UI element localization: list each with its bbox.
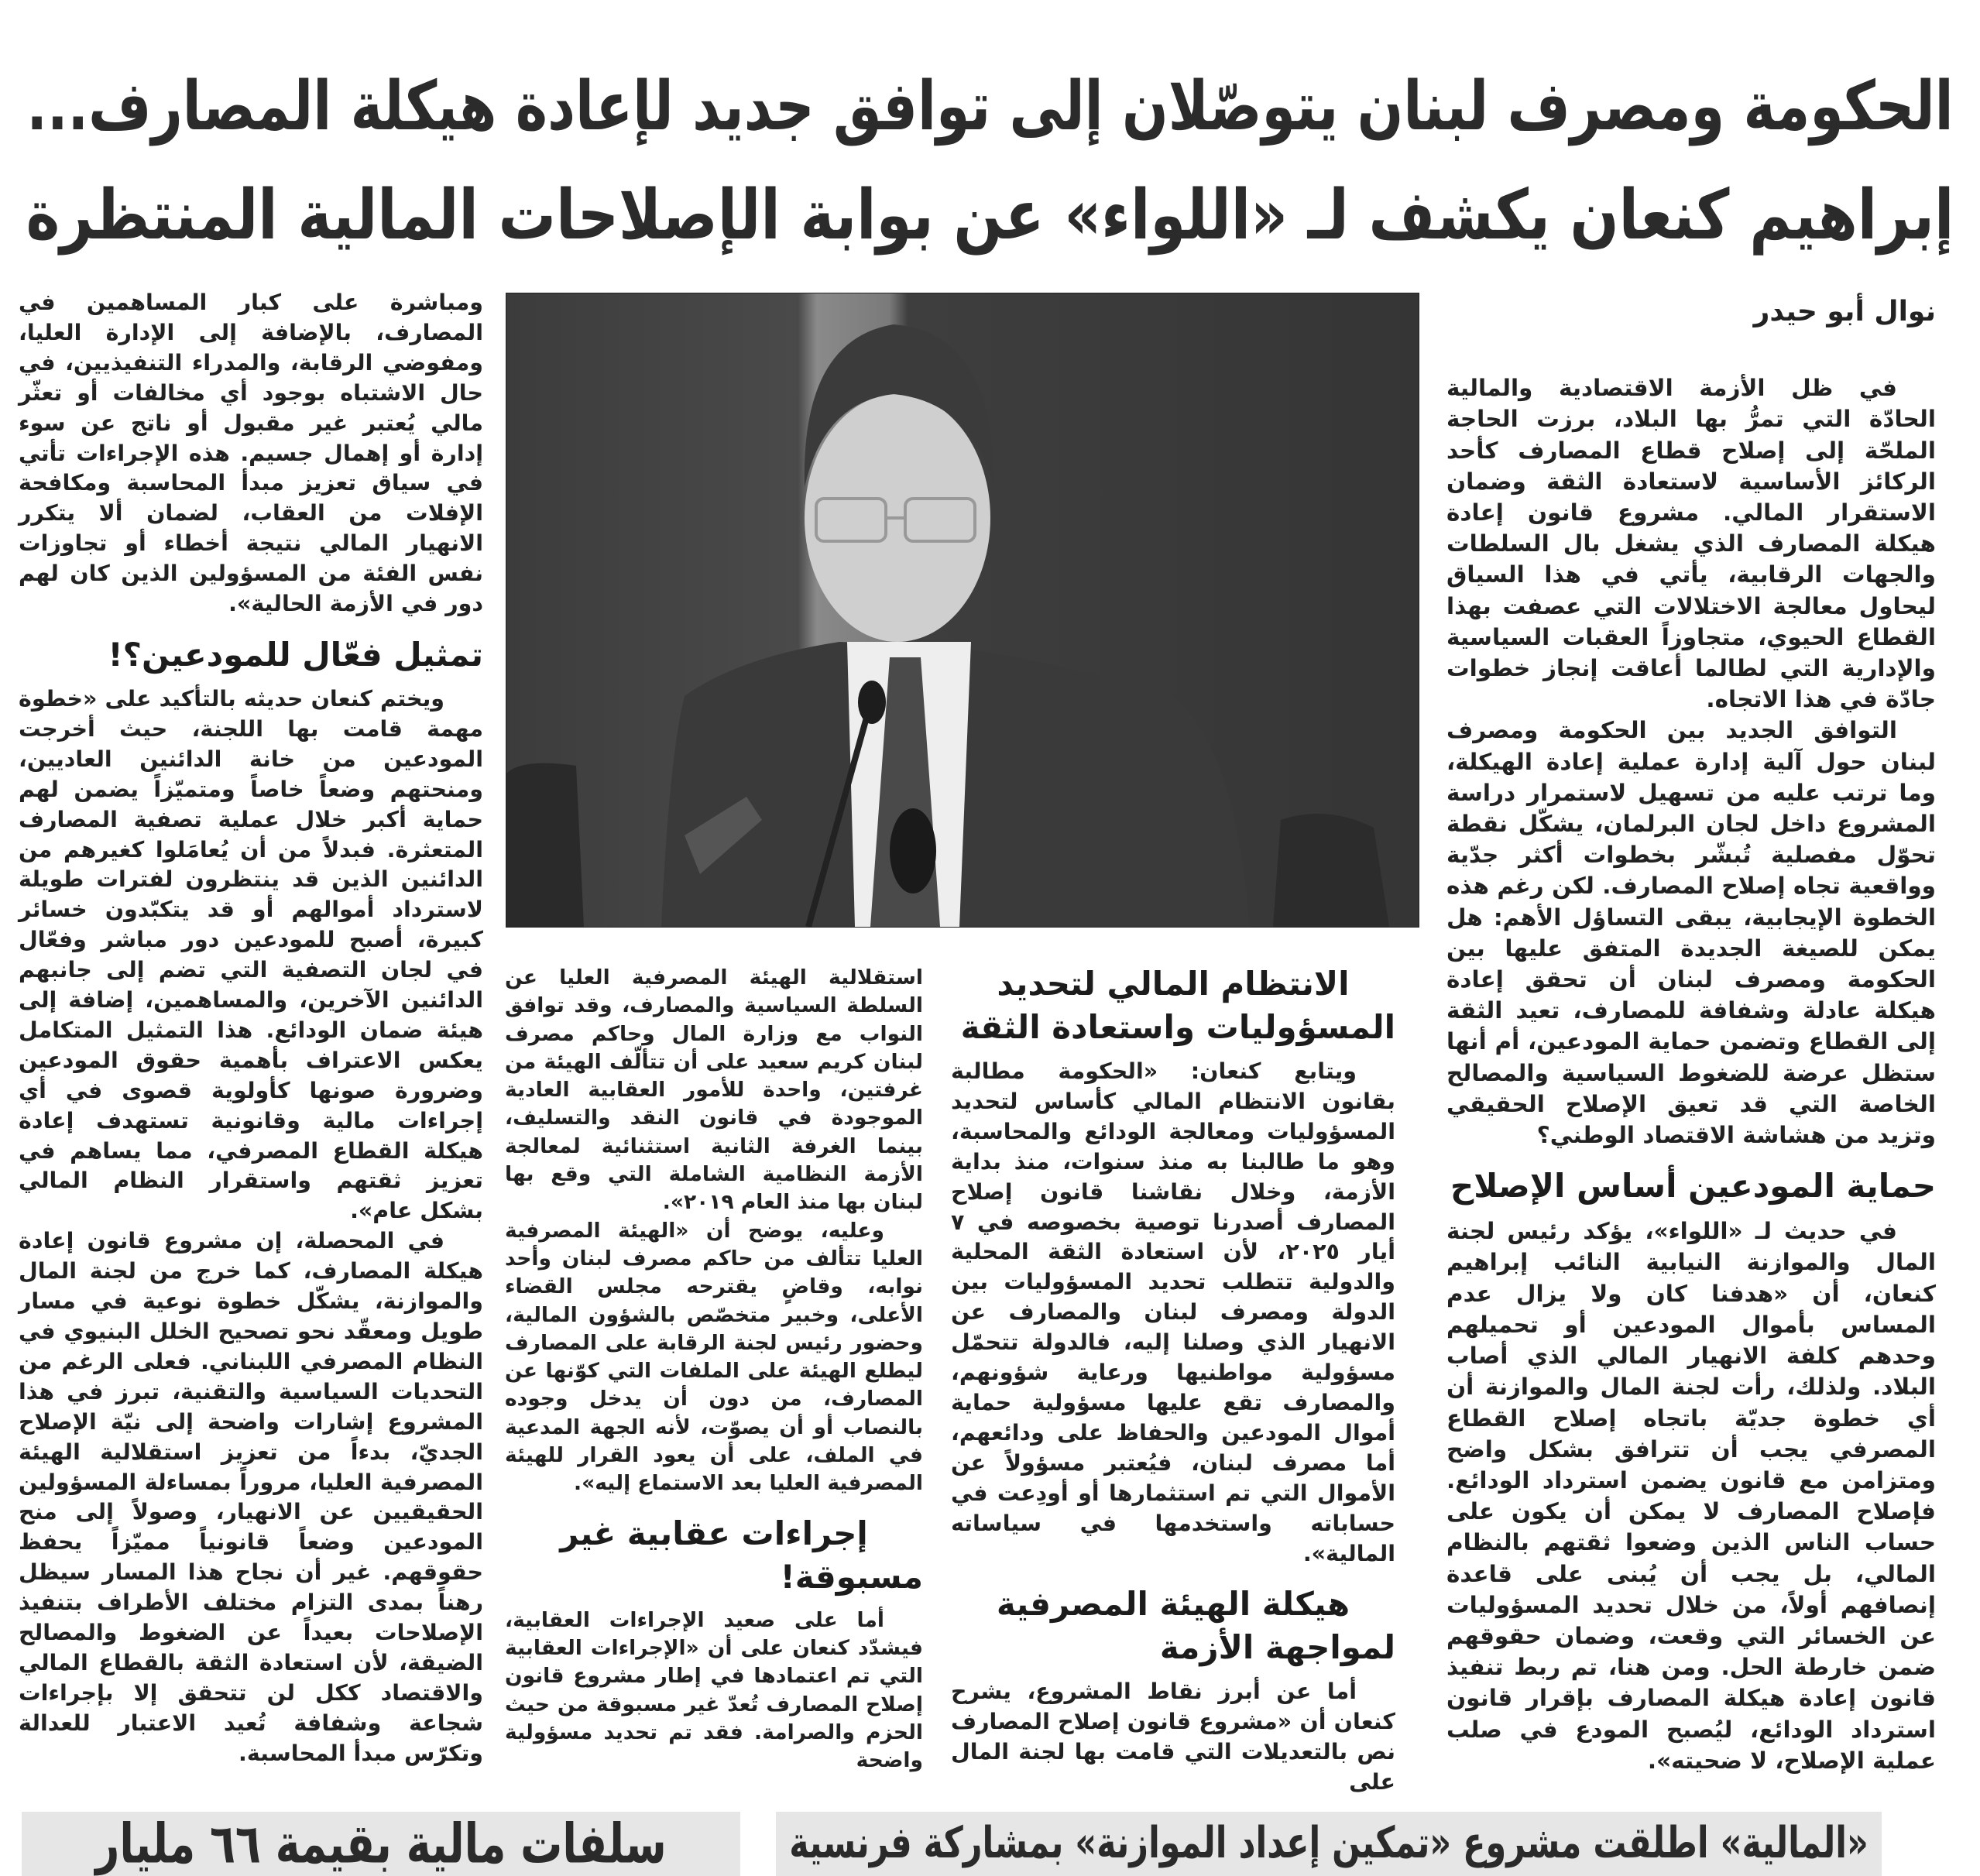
related-headline-banner[interactable] [776, 1812, 1882, 1876]
paragraph: التوافق الجديد بين الحكومة ومصرف لبنان حول آلية إدارة عملية إعادة الهيكلة، وما ترتب عليه من تسهيل لاستمرار دراسة المشروع داخل لجان البرلمان، يشكّل نقطة تحوّل مفصلية تُبشّر بخطوات أكثر جدّية وواقعية تجاه إصلاح المصارف. لكن رغم هذه الخطوة الإيجابية، يبقى التساؤل الأهم: هل يمكن للصيغة الجديدة المتفق عليها بين الحكومة ومصرف لبنان أن تحقق إعادة هيكلة عادلة وشفافة للمصارف، تعيد الثقة إلى القطاع وتضمن حماية المودعين، أم أنها ستظل عرضة للضغوط السياسية والمصالح الخاصة التي قد تعيق الإصلاح الحقيقي وتزيد من هشاشة الاقتصاد الوطني؟ [1446, 717, 1936, 1149]
paragraph: ويختم كنعان حديثه بالتأكيد على «خطوة مهمة قامت بها اللجنة، حيث أخرجت المودعين من خانة الدائنين العاديين، ومنحتهم وضعاً خاصاً ومتميّزاً يضمن لهم حماية أكبر خلال عملية تصفية المصارف المتعثرة. فبدلاً من أن يُعامَلوا كغيرهم من الدائنين الذين قد ينتظرون لفترات طويلة لاسترداد أموالهم أو قد يتكبّدون خسائر كبيرة، أصبح للمودعين دور مباشر وفعّال في لجان التصفية التي تضم إلى جانبهم الدائنين الآخرين، والمساهمين، إضافة إلى هيئة ضمان الودائع. هذا التمثيل المتكامل يعكس الاعتراف بأهمية حقوق المودعين وضرورة صونها كأولوية قصوى في أي إجراءات مالية وقانونية تستهدف إعادة هيكلة القطاع المصرفي، مما يساهم في تعزيز ثقتهم واستقرار النظام المالي بشكل عام». [19, 685, 483, 1224]
column-middle-right [951, 948, 1395, 1798]
column-left [19, 288, 483, 1769]
section-heading: تمثيل فعّال للمودعين؟! [108, 635, 483, 674]
paragraph: في حديث لـ «اللواء»، يؤكد رئيس لجنة المال والموازنة النيابية النائب إبراهيم كنعان، أن «هدفنا كان ولا يزال عدم المساس بأموال المودعين أو تحميلهم وحدهم كلفة الانهيار المالي الذي أصاب البلاد. ولذلك، رأت لجنة المال والموازنة أن أي خطوة جديّة باتجاه إصلاح القطاع المصرفي يجب أن تترافق بشكل واضح ومتزامن مع قانون يضمن استرداد الودائع. فإصلاح المصارف لا يمكن أن يكون على حساب الناس الذين وضعوا ثقتهم بالنظام المالي، بل يجب أن يُبنى على قاعدة إنصافهم أولاً، من خلال تحديد المسؤوليات عن الخسائر التي وقعت، وضمان حقوقهم ضمن خارطة الحل. ومن هنا، تم ربط تنفيذ قانون إعادة هيكلة المصارف بإقرار قانون استرداد الودائع، ليُصبح المودع في صلب عملية الإصلاح، لا ضحيته». [1446, 1218, 1936, 1774]
paragraph: في ظل الأزمة الاقتصادية والمالية الحادّة التي تمرُّ بها البلاد، برزت الحاجة الملحّة إلى إصلاح قطاع المصارف كأحد الركائز الأساسية لاستعادة الثقة وضمان الاستقرار المالي. مشروع قانون إعادة هيكلة المصارف الذي يشغل بال السلطات والجهات الرقابية، يأتي في هذا السياق ليحاول معالجة الاختلالات التي عصفت بهذا القطاع الحيوي، متجاوزاً العقبات السياسية والإدارية التي لطالما أعاقت إنجاز خطوات جادّة في هذا الاتجاه. [1446, 375, 1936, 713]
section-heading: إجراءات عقابية غير مسبوقة! [560, 1514, 923, 1596]
portrait-image [506, 293, 1419, 927]
paragraph: استقلالية الهيئة المصرفية العليا عن السلطة السياسية والمصارف، وقد توافق النواب مع وزارة المال وحاكم مصرف لبنان كريم سعيد على أن تتألّف الهيئة من غرفتين، واحدة للأمور العقابية العادية الموجودة في قانون النقد والتسليف، بينما الغرفة الثانية استثنائية لمعالجة الأزمة النظامية الشاملة التي وقع بها لبنان بها منذ العام ٢٠١٩». [505, 965, 923, 1215]
paragraph: ويتابع كنعان: «الحكومة مطالبة بقانون الانتظام المالي كأساس لتحديد المسؤوليات ومعالجة الودائع والمحاسبة، وهو ما طالبنا به منذ سنوات، منذ بداية الأزمة، وخلال نقاشنا قانون إصلاح المصارف أصدرنا توصية بخصوصه في ٧ أيار ٢٠٢٥، لأن استعادة الثقة المحلية والدولية تتطلب تحديد المسؤوليات بين الدولة ومصرف لبنان والمصارف عن الانهيار الذي وصلنا إليه، فالدولة تتحمّل مسؤولية مواطنيها ورعاية شؤونهم، والمصارف تقع عليها مسؤولية حماية أموال المودعين والحفاظ على ودائعهم، أما مصرف لبنان، فيُعتبر مسؤولاً عن الأموال التي تم استثمارها أو أودِعت في حساباته واستخدمها في سياساته المالية». [951, 1058, 1395, 1566]
column-right [1446, 297, 1936, 1776]
article-photo [506, 293, 1419, 928]
paragraph: أما على صعيد الإجراءات العقابية، فيشدّد كنعان على أن «الإجراءات العقابية التي تم اعتمادها في إطار مشروع قانون إصلاح المصارف تُعدّ غير مسبوقة من حيث الحزم والصرامة. فقد تم تحديد مسؤولية واضحة [505, 1607, 923, 1773]
section-heading: حماية المودعين أساس الإصلاح [1450, 1167, 1936, 1206]
paragraph: وعليه، يوضح أن «الهيئة المصرفية العليا تتألف من حاكم مصرف لبنان وأحد نوابه، وقاضٍ يقترحه مجلس القضاء الأعلى، وخبير متخصّص بالشؤون المالية، وحضور رئيس لجنة الرقابة على المصارف ليطلع الهيئة على الملفات التي كوّنها عن المصارف، من دون أن يدخل وجوده بالنصاب أو أن يصوّت، لأنه الجهة المدعية في الملف، على أن يعود القرار للهيئة المصرفية العليا بعد الاستماع إليه». [505, 1218, 923, 1496]
paragraph: في المحصلة، إن مشروع قانون إعادة هيكلة المصارف، كما خرج من لجنة المال والموازنة، يشكّل خطوة نوعية في مسار طويل ومعقّد نحو تصحيح الخلل البنيوي في النظام المصرفي اللبناني. فعلى الرغم من التحديات السياسية والتقنية، تبرز في هذا المشروع إشارات واضحة إلى نيّة الإصلاح الجديّ، بدءاً من تعزيز استقلالية الهيئة المصرفية العليا، مروراً بمساءلة المسؤولين الحقيقيين عن الانهيار، وصولاً إلى منح المودعين وضعاً قانونياً مميّزاً يحفظ حقوقهم. غير أن نجاح هذا المسار سيظل رهناً بمدى التزام مختلف الأطراف بتنفيذ الإصلاحات بعيداً عن الضغوط والمصالح الضيقة، لأن استعادة الثقة بالقطاع المالي والاقتصاد ككل لن تتحقق إلا بإجراءات شجاعة وشفافة تُعيد الاعتبار للعدالة وتكرّس مبدأ المحاسبة. [19, 1228, 483, 1766]
sub-headline: إبراهيم كنعان يكشف لـ «اللواء» عن بوابة الإصلاحات المالية المنتظرة [26, 175, 1954, 256]
banner-text: «المالية» اطلقت مشروع «تمكين إعداد الموازنة» بمشاركة فرنسية [789, 1818, 1868, 1869]
chair-right [1273, 814, 1389, 927]
banner-text: سلفات مالية بقيمة ٦٦ مليار [95, 1812, 667, 1876]
paragraph: أما عن أبرز نقاط المشروع، يشرح كنعان أن «مشروع قانون إصلاح المصارف نص بالتعديلات التي قامت بها لجنة المال على [951, 1679, 1395, 1795]
microphone-front [890, 808, 936, 893]
column-middle-left [505, 964, 923, 1775]
microphone-icon [858, 681, 886, 724]
main-headline: الحكومة ومصرف لبنان يتوصّلان إلى توافق جديد لإعادة هيكلة المصارف... [26, 66, 1954, 146]
author-byline: نوال أبو حيدر [1753, 296, 1936, 328]
paragraph: ومباشرة على كبار المساهمين في المصارف، بالإضافة إلى الإدارة العليا، ومفوضي الرقابة، والمدراء التنفيذيين، في حال الاشتباه بوجود أي مخالفات أو تعثّر مالي يُعتبر غير مقبول أو ناتج عن سوء إدارة أو إهمال جسيم. هذه الإجراءات تأتي في سياق تعزيز مبدأ المحاسبة ومكافحة الإفلات من العقاب، لضمان ألا يتكرر الانهيار المالي نتيجة أخطاء أو تجاوزات نفس الفئة من المسؤولين الذين كان لهم دور في الأزمة الحالية». [19, 290, 483, 617]
related-headline-banner[interactable] [22, 1812, 740, 1876]
chair-left [506, 763, 584, 927]
section-heading: هيكلة الهيئة المصرفية لمواجهة الأزمة [996, 1585, 1395, 1667]
section-heading: الانتظام المالي لتحديد المسؤوليات واستعادة الثقة [960, 965, 1395, 1046]
